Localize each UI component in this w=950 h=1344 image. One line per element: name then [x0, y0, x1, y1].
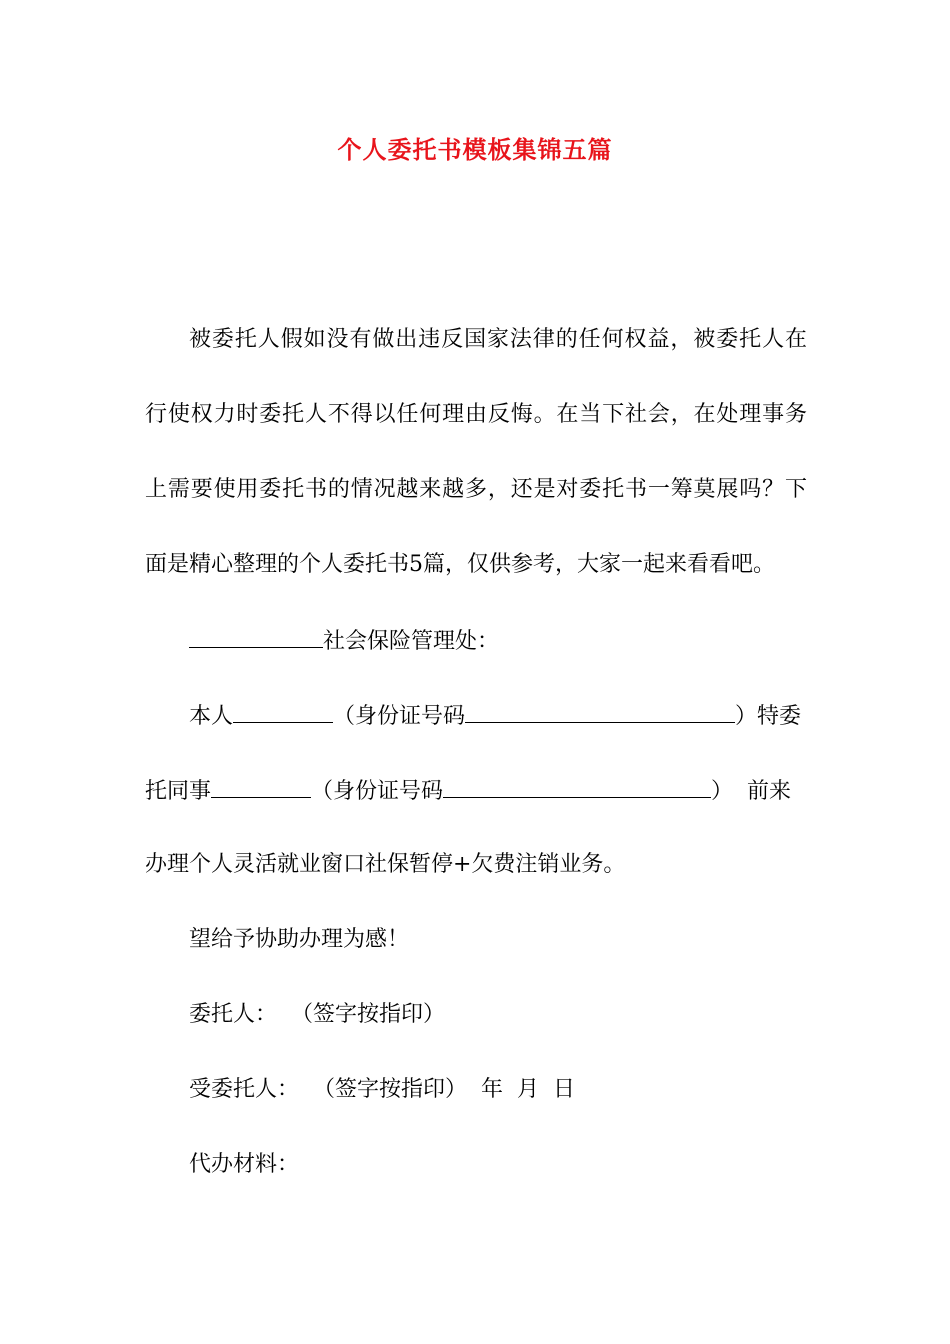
business-line: 办理个人灵活就业窗口社保暂停+欠费注销业务。 — [145, 852, 626, 877]
intro-line-1: 被委托人假如没有做出违反国家法律的任何权益，被委托人在 — [189, 327, 807, 352]
line-2-prefix: 托同事 — [145, 779, 212, 804]
line-1-prefix: 本人 — [189, 704, 234, 729]
addressee-text: 社会保险管理处： — [323, 629, 500, 654]
intro-line-2: 行使权力时委托人不得以任何理由反悔。在当下社会，在处理事务 — [145, 402, 807, 427]
line-2-id-label: （身份证号码 — [311, 779, 444, 804]
line-1-id-label: （身份证号码 — [333, 704, 466, 729]
agent-id-blank[interactable] — [443, 775, 711, 798]
principal-id-line — [189, 700, 801, 730]
materials-line: 代办材料： — [189, 1152, 300, 1177]
agent-signature-line: 受委托人： （签字按指印） 年 月 日 — [189, 1077, 575, 1102]
agent-name-blank[interactable] — [211, 775, 311, 798]
addressee-blank[interactable] — [189, 625, 323, 648]
line-2-suffix: ） 前来 — [711, 779, 792, 804]
addressee-line — [189, 625, 499, 655]
intro-line-3: 上需要使用委托书的情况越来越多，还是对委托书一筹莫展吗？下 — [145, 477, 807, 502]
principal-name-blank[interactable] — [233, 700, 333, 723]
principal-id-blank[interactable] — [465, 700, 735, 723]
agent-id-line — [145, 775, 791, 805]
line-1-suffix: ）特委 — [735, 704, 802, 729]
intro-line-4: 面是精心整理的个人委托书5篇，仅供参考，大家一起来看看吧。 — [145, 552, 775, 577]
principal-signature-line: 委托人： （签字按指印） — [189, 1002, 445, 1027]
document-title: 个人委托书模板集锦五篇 — [337, 135, 613, 164]
thanks-line: 望给予协助办理为感！ — [189, 927, 410, 952]
